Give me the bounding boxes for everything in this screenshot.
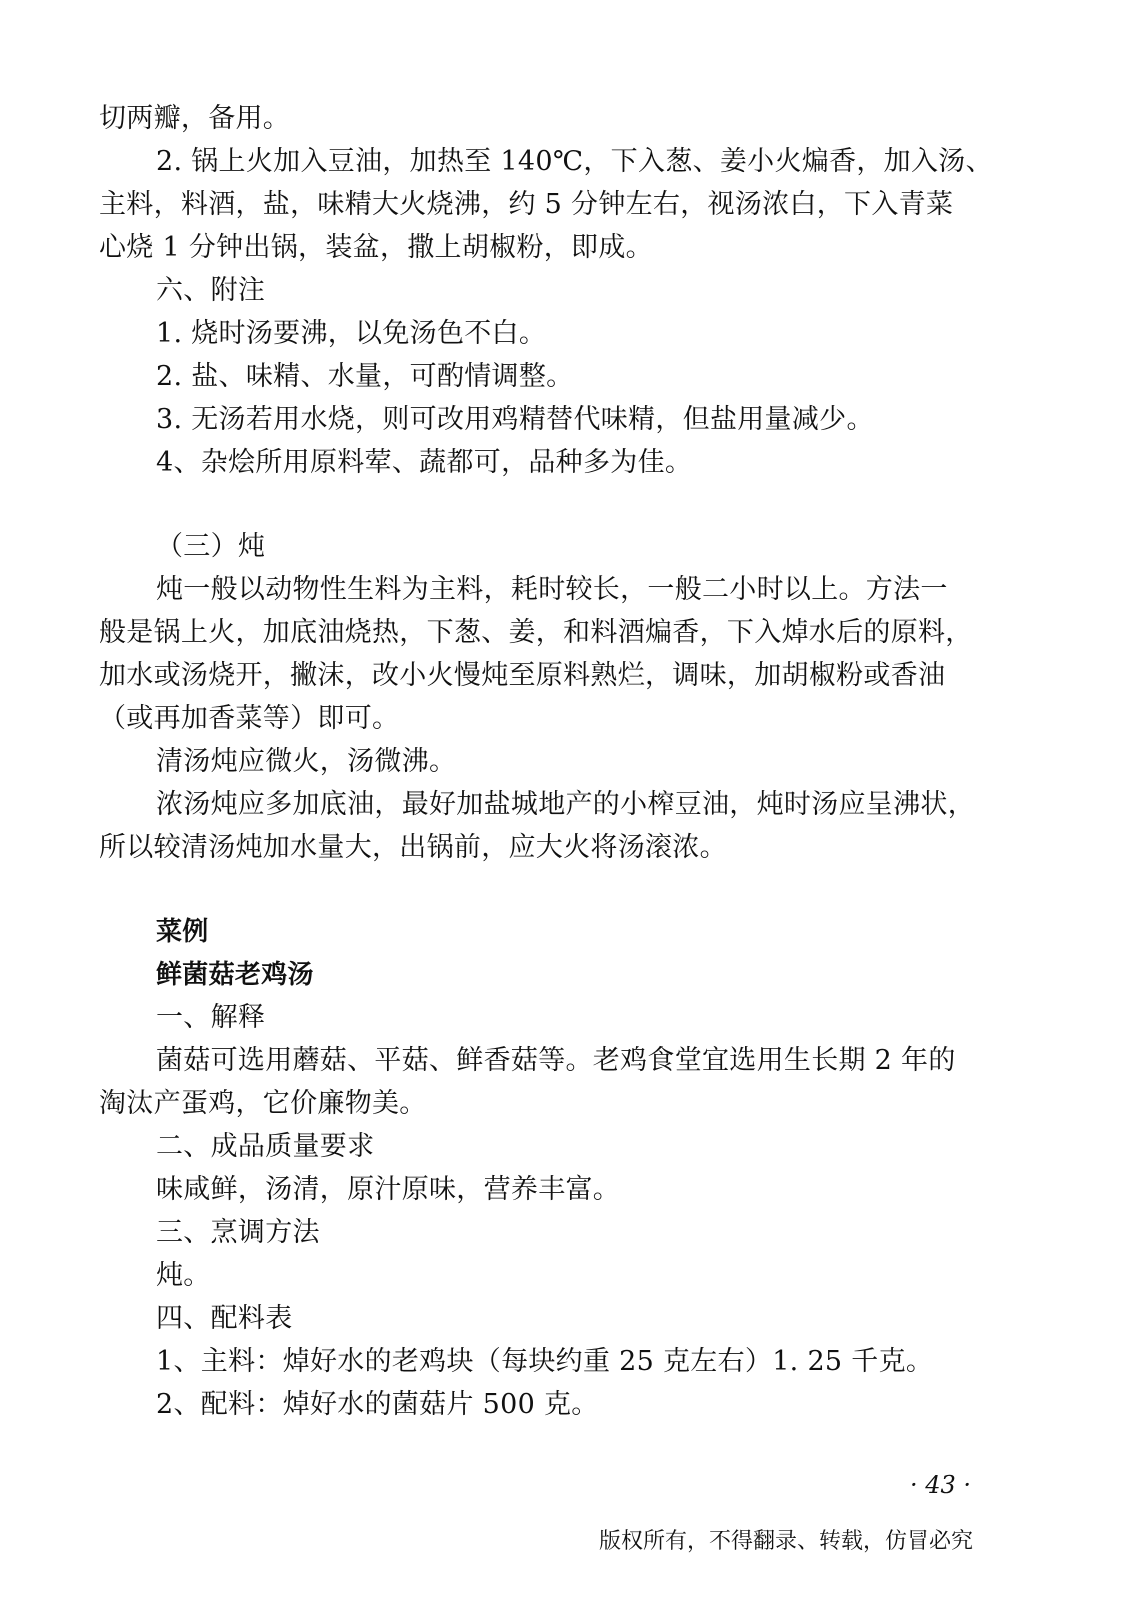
text-line: 2. 盐、味精、水量，可酌情调整。: [156, 361, 574, 392]
text-line: 3. 无汤若用水烧，则可改用鸡精替代味精，但盐用量减少。: [156, 404, 874, 435]
text-line: 4、杂烩所用原料荤、蔬都可，品种多为佳。: [156, 447, 693, 478]
text-line: 一、解释: [156, 1002, 266, 1033]
text-line: 四、配料表: [156, 1303, 293, 1334]
page-number: · 43 ·: [909, 1471, 971, 1499]
text-line: 主料，料酒，盐，味精大火烧沸，约 5 分钟左右，视汤浓白，下入青菜: [99, 189, 954, 220]
text-line: 2、配料：焯好水的菌菇片 500 克。: [156, 1389, 599, 1420]
text-line: 般是锅上火，加底油烧热，下葱、姜，和料酒煸香，下入焯水后的原料，: [99, 617, 973, 648]
text-line: 二、成品质量要求: [156, 1131, 375, 1162]
text-line: 浓汤炖应多加底油，最好加盐城地产的小榨豆油，炖时汤应呈沸状，: [156, 789, 975, 820]
text-line: 炖。: [156, 1260, 211, 1291]
text-line: 菌菇可选用蘑菇、平菇、鲜香菇等。老鸡食堂宜选用生长期 2 年的: [156, 1045, 956, 1076]
text-line: 清汤炖应微火，汤微沸。: [156, 746, 457, 777]
text-line: 心烧 1 分钟出锅，装盆，撒上胡椒粉，即成。: [99, 232, 653, 263]
section-heading: 菜例: [156, 917, 209, 947]
text-line: 所以较清汤炖加水量大，出锅前，应大火将汤滚浓。: [99, 832, 727, 863]
text-line: 1、主料：焯好水的老鸡块（每块约重 25 克左右）1. 25 千克。: [156, 1346, 934, 1377]
text-line: 切两瓣，备用。: [99, 103, 291, 134]
text-line: 三、烹调方法: [156, 1217, 320, 1248]
text-line: 2. 锅上火加入豆油，加热至 140℃，下入葱、姜小火煸香，加入汤、: [156, 146, 993, 177]
text-line: 加水或汤烧开，撇沫，改小火慢炖至原料熟烂，调味，加胡椒粉或香油: [99, 660, 946, 691]
text-line: 1. 烧时汤要沸，以免汤色不白。: [156, 318, 547, 349]
text-line: 淘汰产蛋鸡，它价廉物美。: [99, 1088, 427, 1119]
text-line: 炖一般以动物性生料为主料，耗时较长，一般二小时以上。方法一: [156, 574, 948, 605]
section-heading: 鲜菌菇老鸡汤: [156, 960, 314, 990]
text-line: 六、附注: [156, 275, 266, 306]
text-line: 味咸鲜，汤清，原汁原味，营养丰富。: [156, 1174, 621, 1205]
text-line: （三）炖: [156, 531, 266, 562]
text-line: （或再加香菜等）即可。: [99, 703, 400, 734]
copyright-footer: 版权所有，不得翻录、转载，仿冒必究: [598, 1529, 973, 1554]
